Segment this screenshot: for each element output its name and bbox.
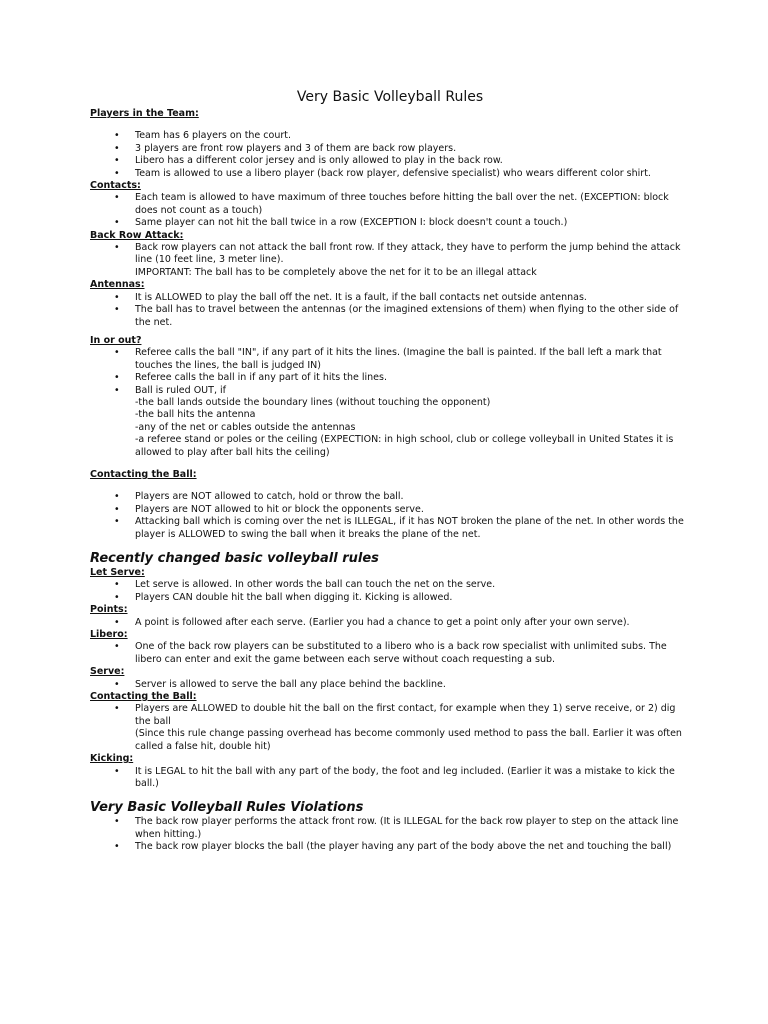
section-heading-points: Points: [90, 604, 128, 616]
violations-list [90, 816, 690, 853]
recent-rules-heading: Recently changed basic volleyball rules [90, 551, 379, 566]
list-item: • Server is allowed to serve the ball any place behind the backline. [90, 679, 690, 691]
section-heading-antennas: Antennas: [90, 279, 145, 291]
violations-heading: Very Basic Volleyball Rules Violations [90, 800, 364, 816]
list-item: • Same player can not hit the ball twice in a row (EXCEPTION I: block doesn't count a touch.) [90, 217, 690, 229]
list-item [90, 242, 690, 279]
out-condition: -any of the net or cables outside the antennas [135, 421, 356, 433]
list-item: • One of the back row players can be substituted to a libero who is a back row specialist with unlimited subs. The libero can enter and exit the game between each serve without coach requesting a sub. [90, 641, 690, 666]
rule-change-note: (Since this rule change passing overhead has become commonly used method to pass the ball. Earlier it was often called a false hit, double hit) [135, 728, 682, 752]
contacting-list [90, 491, 690, 541]
list-item: • The back row player performs the attack front row. (It is ILLEGAL for the back row player to step on the attack line when hitting.) [90, 816, 690, 841]
section-heading-back-row-attack: Back Row Attack: [90, 229, 184, 241]
contacts-list [90, 192, 690, 229]
out-condition: -a referee stand or poles or the ceiling (EXPECTION: in high school, club or college volleyball in United States it is allowed to play after ball hits the ceiling) [135, 434, 674, 458]
section-heading-serve: Serve: [90, 666, 125, 678]
section-heading-let-serve: Let Serve: [90, 567, 145, 578]
section-heading-kicking: Kicking: [90, 753, 134, 765]
list-item: • A point is followed after each serve. (Earlier you had a chance to get a point only after your own serve). [90, 617, 690, 629]
list-item: • Team is allowed to use a libero player (back row player, defensive specialist) who wears different color shirt. [90, 168, 690, 180]
list-item: • The ball has to travel between the antennas (or the imagined extensions of them) when flying to the other side of the net. [90, 304, 690, 329]
kicking-list [90, 766, 690, 791]
points-list [90, 617, 690, 629]
section-heading-contacts: Contacts: [90, 180, 141, 192]
list-item: • Players are NOT allowed to catch, hold or throw the ball. [90, 491, 690, 503]
list-item: • Referee calls the ball "IN", if any part of it hits the lines. (Imagine the ball is painted. If the ball left a mark that touches the lines, the ball is judged IN) [90, 347, 690, 372]
back-row-list [90, 242, 690, 279]
list-item-text: Back row players can not attack the ball front row. If they attack, they have to perform the jump behind the attack line (10 feet line, 3 meter line). [135, 242, 681, 266]
section-heading-contacting-ball: Contacting the Ball: [90, 468, 197, 480]
section-heading-players: Players in the Team: [90, 108, 199, 119]
list-item: • 3 players are front row players and 3 of them are back row players. [90, 143, 690, 155]
page-title: Very Basic Volleyball Rules [296, 89, 484, 105]
list-item: • Each team is allowed to have maximum of three touches before hitting the ball over the net. (EXCEPTION: block does not count as a touch) [90, 192, 690, 217]
list-item: • Attacking ball which is coming over the net is ILLEGAL, if it has NOT broken the plane of the net. In other words the player is ALLOWED to swing the ball when it breaks the plane of the net. [90, 516, 690, 541]
list-item: • Players CAN double hit the ball when digging it. Kicking is allowed. [90, 592, 690, 604]
document [90, 88, 690, 854]
list-item: • Referee calls the ball in if any part of it hits the lines. [90, 372, 690, 384]
out-condition: -the ball lands outside the boundary lines (without touching the opponent) [135, 396, 491, 408]
contact-recent-list [90, 703, 690, 753]
list-item-text: Ball is ruled OUT, if [135, 384, 226, 396]
antennas-list [90, 292, 690, 329]
list-item: • Let serve is allowed. In other words the ball can touch the net on the serve. [90, 579, 690, 591]
important-note: IMPORTANT: The ball has to be completely above the net for it to be an illegal attack [135, 266, 537, 278]
in-out-list [90, 347, 690, 459]
serve-list [90, 679, 690, 691]
out-condition: -the ball hits the antenna [135, 409, 256, 421]
libero-list [90, 641, 690, 666]
list-item [90, 703, 690, 753]
section-heading-libero: Libero: [90, 629, 128, 641]
list-item: • Team has 6 players on the court. [90, 130, 690, 142]
list-item-text: Players are ALLOWED to double hit the ball on the first contact, for example when they 1) serve receive, or 2) dig the ball [135, 703, 676, 727]
list-item: • It is ALLOWED to play the ball off the net. It is a fault, if the ball contacts net outside antennas. [90, 292, 690, 304]
let-serve-list [90, 579, 690, 604]
section-heading-in-or-out: In or out? [90, 334, 142, 346]
section-heading-contacting-ball-recent: Contacting the Ball: [90, 691, 197, 703]
list-item: • Players are NOT allowed to hit or block the opponents serve. [90, 504, 690, 516]
list-item: • It is LEGAL to hit the ball with any part of the body, the foot and leg included. (Earlier it was a mistake to kick the ball.) [90, 766, 690, 791]
list-item: • Libero has a different color jersey and is only allowed to play in the back row. [90, 155, 690, 167]
list-item: • The back row player blocks the ball (the player having any part of the body above the net and touching the ball) [90, 841, 690, 853]
list-item [90, 385, 690, 459]
players-list [90, 130, 690, 180]
